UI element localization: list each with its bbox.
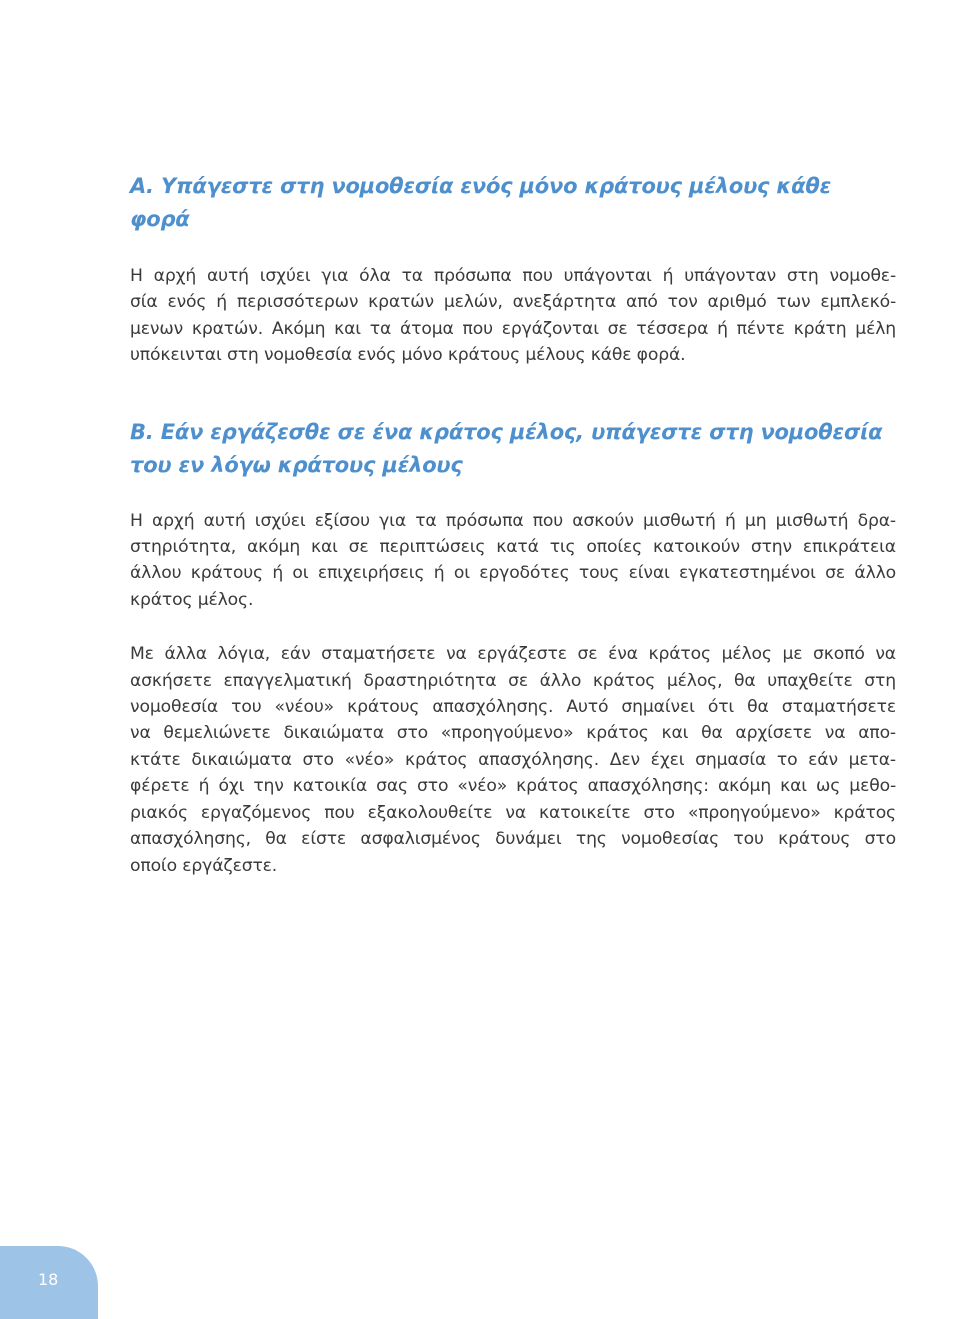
text-line: κτάτε δικαιώματα στο «νέο» κράτος απασχόλησης. Δεν έχει σημασία το εάν μετα- (130, 749, 896, 770)
text-line: ασκήσετε επαγγελματική δραστηριότητα σε άλλο κράτος μέλος, θα υπαχθείτε στη (130, 670, 896, 691)
section-a-paragraph (130, 263, 896, 369)
text-line: μενων κρατών. Ακόμη και τα άτομα που εργάζονται σε τέσσερα ή πέντε κράτη μέλη (130, 318, 896, 339)
text-line: απασχόλησης, θα είστε ασφαλισμένος δυνάμει της νομοθεσίας του κράτους στο (130, 829, 896, 850)
text-line: κράτος μέλος. (130, 589, 254, 610)
text-line: στηριότητα, ακόμη και σε περιπτώσεις κατά τις οποίες κατοικούν στην επικράτεια (130, 537, 896, 558)
text-line: άλλου κράτους ή οι επιχειρήσεις ή οι εργοδότες τους είναι εγκατεστημένοι σε άλλο (130, 563, 896, 584)
text-line: σία ενός ή περισσότερων κρατών μελών, ανεξάρτητα από τον αριθμό των εμπλεκό- (130, 292, 896, 313)
text-line: ριακός εργαζόμενος που εξακολουθείτε να κατοικείτε στο «προηγούμενο» κράτος (130, 802, 896, 823)
text-line: να θεμελιώνετε δικαιώματα στο «προηγούμενο» κράτος και θα αρχίσετε να απο- (130, 723, 896, 744)
page-number-tab (0, 1246, 98, 1319)
section-b-heading-line: Β. Εάν εργάζεσθε σε ένα κράτος μέλος, υπάγεστε στη νομοθεσία (130, 419, 883, 444)
text-line: Η αρχή αυτή ισχύει για όλα τα πρόσωπα που υπάγονται ή υπάγονταν στη νομοθε- (130, 266, 896, 286)
section-b-heading (130, 416, 896, 482)
text-line: Η αρχή αυτή ισχύει εξίσου για τα πρόσωπα που ασκούν μισθωτή ή μη μισθωτή δρα- (130, 510, 896, 531)
text-line: Με άλλα λόγια, εάν σταματήσετε να εργάζεστε σε ένα κράτος μέλος με σκοπό να (130, 644, 896, 665)
section-b-paragraph-2 (130, 641, 896, 879)
page-number: 18 (38, 1270, 59, 1289)
text-line: υπόκεινται στη νομοθεσία ενός μόνο κράτους μέλους κάθε φορά. (130, 345, 686, 366)
text-line: νομοθεσία του «νέου» κράτους απασχόλησης. Αυτό σημαίνει ότι θα σταματήσετε (130, 697, 896, 718)
section-b-paragraph-1 (130, 508, 896, 614)
text-line: οποίο εργάζεστε. (130, 855, 278, 876)
document-body (130, 170, 896, 879)
text-line: φέρετε ή όχι την κατοικία σας στο «νέο» κράτος απασχόλησης: ακόμη και ως μεθο- (130, 776, 896, 797)
section-b-heading-line: του εν λόγω κράτους μέλους (130, 452, 463, 477)
section-a-heading: Α. Υπάγεστε στη νομοθεσία ενός μόνο κράτους μέλους κάθε φορά (130, 174, 832, 231)
